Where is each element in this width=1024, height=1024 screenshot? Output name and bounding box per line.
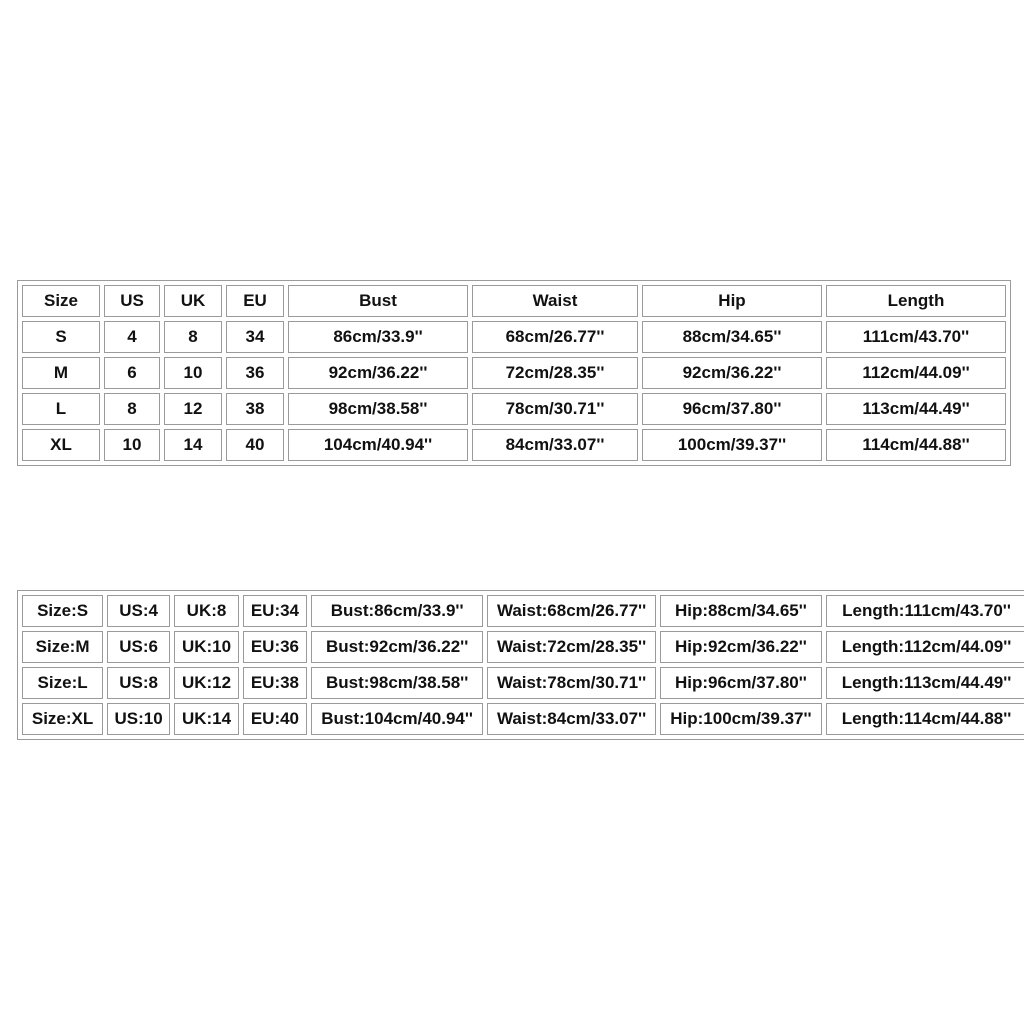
table-cell: Size:L (22, 667, 103, 699)
table-cell: 104cm/40.94'' (288, 429, 468, 461)
table-cell: 92cm/36.22'' (288, 357, 468, 389)
table-cell: S (22, 321, 100, 353)
table-cell: EU:34 (243, 595, 307, 627)
table-cell: UK:12 (174, 667, 239, 699)
table-cell: EU:38 (243, 667, 307, 699)
table-cell: 38 (226, 393, 284, 425)
table-cell: 100cm/39.37'' (642, 429, 822, 461)
header-cell-uk: UK (164, 285, 222, 317)
table-cell: Hip:88cm/34.65'' (660, 595, 822, 627)
table-cell: 8 (104, 393, 160, 425)
table-cell: Size:S (22, 595, 103, 627)
table-cell: 92cm/36.22'' (642, 357, 822, 389)
table-cell: Waist:68cm/26.77'' (487, 595, 655, 627)
table-cell: Waist:72cm/28.35'' (487, 631, 655, 663)
table-cell: 84cm/33.07'' (472, 429, 638, 461)
table-cell: Hip:92cm/36.22'' (660, 631, 822, 663)
table-cell: 40 (226, 429, 284, 461)
table-cell: Bust:92cm/36.22'' (311, 631, 483, 663)
table-cell: 12 (164, 393, 222, 425)
table-cell: Bust:104cm/40.94'' (311, 703, 483, 735)
table-cell: US:8 (107, 667, 170, 699)
table-row (22, 595, 1024, 627)
table-cell: 6 (104, 357, 160, 389)
table-cell: 10 (104, 429, 160, 461)
table-cell: L (22, 393, 100, 425)
table-cell: EU:36 (243, 631, 307, 663)
table-cell: 14 (164, 429, 222, 461)
table-row (22, 357, 1006, 389)
header-cell-eu: EU (226, 285, 284, 317)
table-cell: 114cm/44.88'' (826, 429, 1006, 461)
table-cell: 4 (104, 321, 160, 353)
table-cell: Size:XL (22, 703, 103, 735)
table-row (22, 321, 1006, 353)
table-cell: Length:113cm/44.49'' (826, 667, 1024, 699)
table-cell: Size:M (22, 631, 103, 663)
table-cell: Hip:96cm/37.80'' (660, 667, 822, 699)
table-cell: 113cm/44.49'' (826, 393, 1006, 425)
table-row (22, 667, 1024, 699)
table-cell: Waist:78cm/30.71'' (487, 667, 655, 699)
table-cell: US:6 (107, 631, 170, 663)
table-cell: 111cm/43.70'' (826, 321, 1006, 353)
table-cell: UK:8 (174, 595, 239, 627)
table-cell: UK:14 (174, 703, 239, 735)
table-cell: UK:10 (174, 631, 239, 663)
table-cell: Length:111cm/43.70'' (826, 595, 1024, 627)
table-row (22, 631, 1024, 663)
table-cell: 36 (226, 357, 284, 389)
table-cell: 86cm/33.9'' (288, 321, 468, 353)
table-cell: M (22, 357, 100, 389)
table-cell: EU:40 (243, 703, 307, 735)
table-cell: XL (22, 429, 100, 461)
table-cell: US:10 (107, 703, 170, 735)
header-cell-waist: Waist (472, 285, 638, 317)
table-cell: 88cm/34.65'' (642, 321, 822, 353)
table-cell: US:4 (107, 595, 170, 627)
table-cell: Hip:100cm/39.37'' (660, 703, 822, 735)
table-cell: 98cm/38.58'' (288, 393, 468, 425)
table-cell: 68cm/26.77'' (472, 321, 638, 353)
size-chart-table (17, 280, 1011, 466)
header-cell-bust: Bust (288, 285, 468, 317)
table-cell: 96cm/37.80'' (642, 393, 822, 425)
table-cell: 34 (226, 321, 284, 353)
table-cell: Bust:98cm/38.58'' (311, 667, 483, 699)
table-cell: 112cm/44.09'' (826, 357, 1006, 389)
table-cell: 10 (164, 357, 222, 389)
table-row (22, 429, 1006, 461)
table-row (22, 393, 1006, 425)
size-chart-compact-table (17, 590, 1024, 740)
table-cell: Bust:86cm/33.9'' (311, 595, 483, 627)
header-cell-length: Length (826, 285, 1006, 317)
table-cell: 8 (164, 321, 222, 353)
header-cell-us: US (104, 285, 160, 317)
table-cell: Length:112cm/44.09'' (826, 631, 1024, 663)
table-header-row (22, 285, 1006, 317)
table-cell: 78cm/30.71'' (472, 393, 638, 425)
table-cell: Waist:84cm/33.07'' (487, 703, 655, 735)
header-cell-hip: Hip (642, 285, 822, 317)
table-cell: Length:114cm/44.88'' (826, 703, 1024, 735)
table-cell: 72cm/28.35'' (472, 357, 638, 389)
header-cell-size: Size (22, 285, 100, 317)
table-row (22, 703, 1024, 735)
